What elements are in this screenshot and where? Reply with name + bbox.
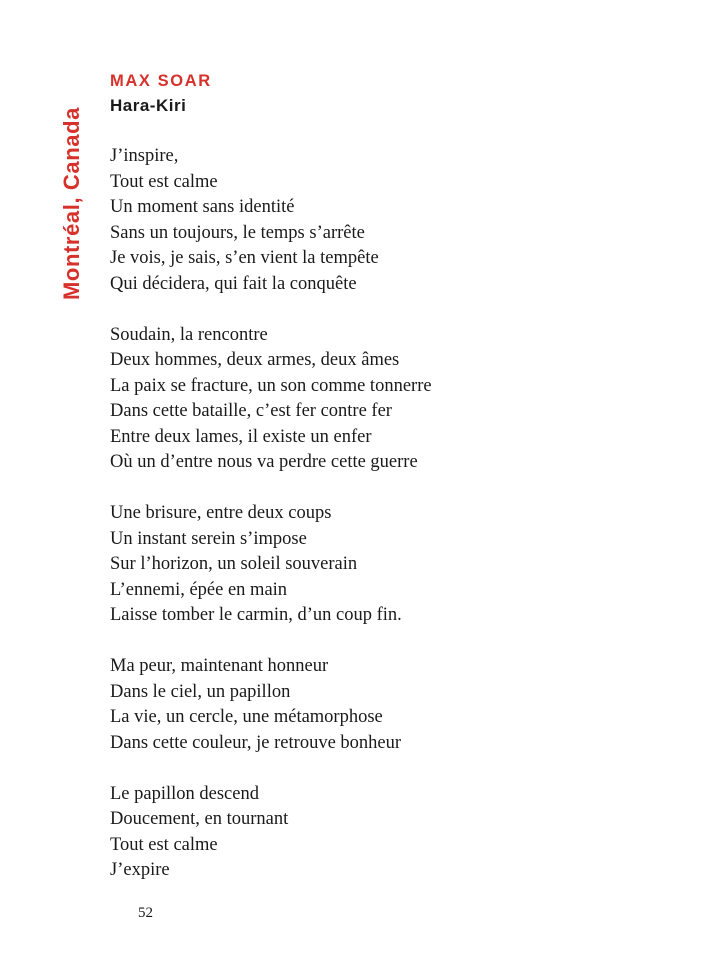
- stanza: [110, 501, 670, 629]
- poem-line: L’ennemi, épée en main: [110, 579, 288, 600]
- poem-title: Hara-Kiri: [110, 96, 187, 115]
- poem-line: Qui décidera, qui fait la conquête: [110, 273, 357, 294]
- poem-body: [110, 144, 670, 909]
- stanza: [110, 144, 670, 297]
- poem-line: Doucement, en tournant: [110, 809, 289, 829]
- poem-line: Dans le ciel, un papillon: [110, 681, 291, 702]
- poem-line: Où un d’entre nous va perdre cette guerre: [110, 452, 418, 472]
- poem-line: Un moment sans identité: [110, 197, 295, 217]
- location-label: Montréal, Canada: [59, 107, 84, 300]
- poem-line: La vie, un cercle, une métamorphose: [110, 707, 383, 727]
- poem-line: Sans un toujours, le temps s’arrête: [110, 222, 365, 243]
- poem-line: Entre deux lames, il existe un enfer: [110, 426, 372, 447]
- poem-line: J’inspire,: [110, 146, 179, 166]
- poem-line: Un instant serein s’impose: [110, 528, 307, 549]
- page-number: 52: [138, 905, 153, 921]
- poem-line: Dans cette bataille, c’est fer contre fer: [110, 401, 392, 421]
- poem-line: J’expire: [110, 860, 170, 880]
- stanza: [110, 782, 670, 884]
- author-name: MAX SOAR: [110, 72, 212, 90]
- poem-line: Soudain, la rencontre: [110, 324, 268, 345]
- stanza: [110, 323, 670, 476]
- poem-line: Je vois, je sais, s’en vient la tempête: [110, 248, 379, 268]
- poem-line: Tout est calme: [110, 834, 218, 855]
- poem-line: Ma peur, maintenant honneur: [110, 656, 329, 676]
- poem-line: Sur l’horizon, un soleil souverain: [110, 554, 358, 574]
- poem-line: Laisse tomber le carmin, d’un coup fin.: [110, 605, 402, 625]
- poem-line: Deux hommes, deux armes, deux âmes: [110, 350, 400, 370]
- poem-line: Le papillon descend: [110, 783, 259, 804]
- poem-line: La paix se fracture, un son comme tonnerre: [110, 375, 432, 396]
- poem-line: Tout est calme: [110, 171, 218, 192]
- poem-line: Dans cette couleur, je retrouve bonheur: [110, 732, 402, 753]
- poem-line: Une brisure, entre deux coups: [110, 503, 332, 523]
- stanza: [110, 654, 670, 756]
